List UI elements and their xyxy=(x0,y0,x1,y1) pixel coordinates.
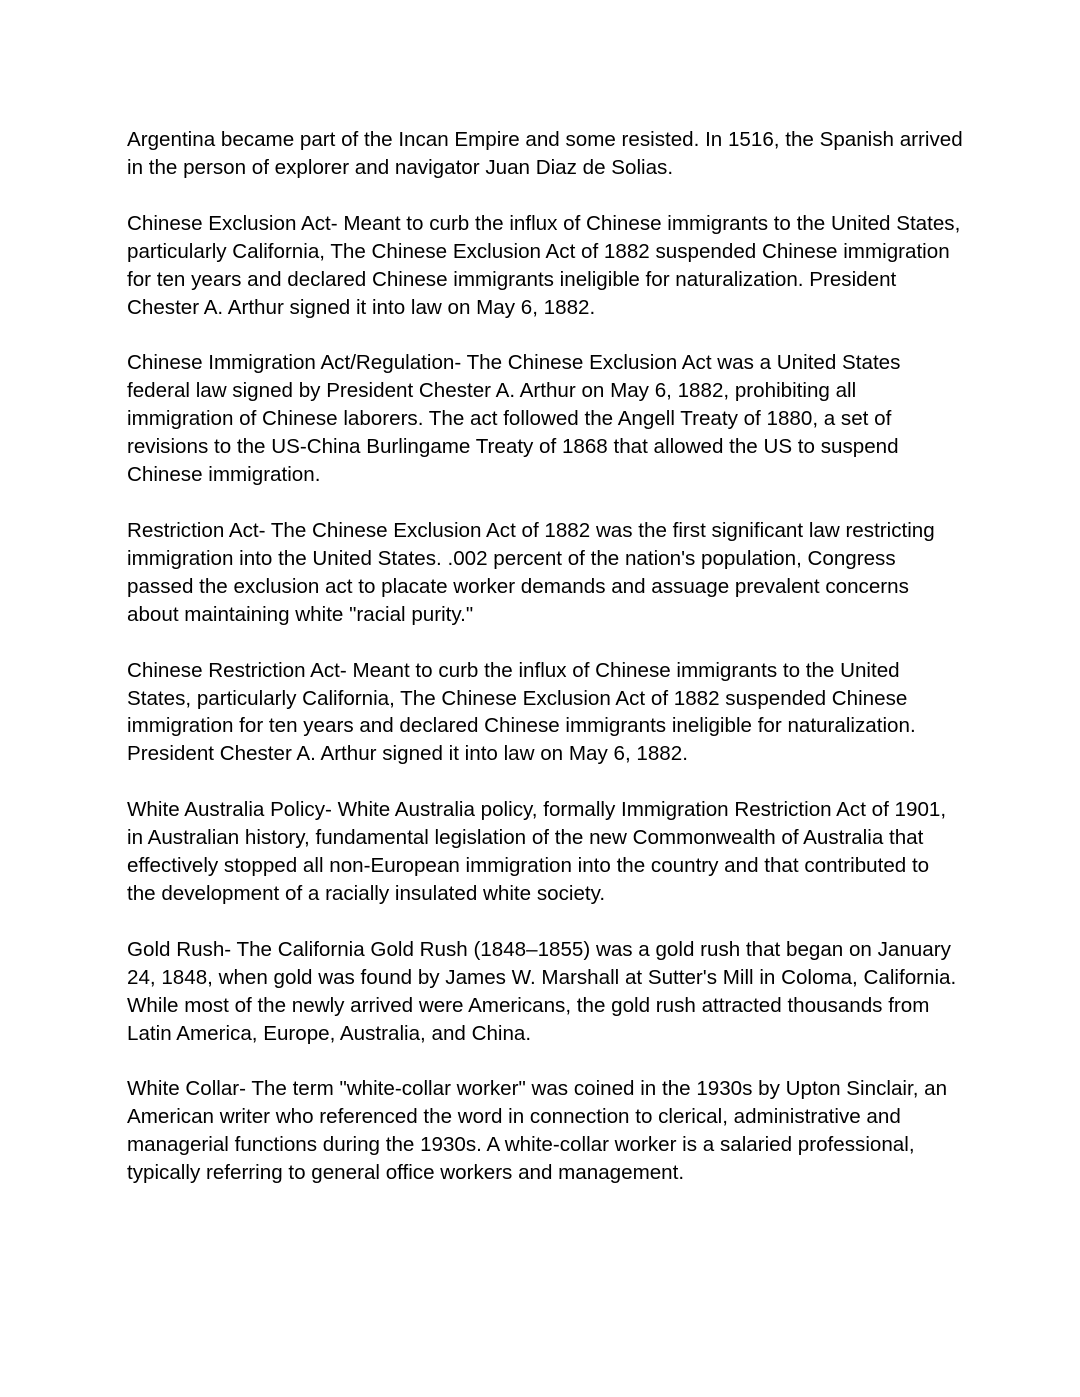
paragraph-restriction-act: Restriction Act- The Chinese Exclusion Act of 1882 was the first significant law restricting immigration into the United States. .002 percent of the nation's population, Congress passed the exclusion act to placate worker demands and assuage prevalent concerns about maintaining white "racial purity." xyxy=(127,518,935,626)
paragraph-white-australia-policy: White Australia Policy- White Australia policy, formally Immigration Restriction Act of 1901, in Australian history, fundamental legislation of the new Commonwealth of Australia that effectively stopped all non-European immigration into the country and that contributed to the development of a racially insulated white society. xyxy=(127,798,947,905)
paragraph-chinese-immigration-act: Chinese Immigration Act/Regulation- The Chinese Exclusion Act was a United States federal law signed by President Chester A. Arthur on May 6, 1882, prohibiting all immigration of Chinese laborers. The act followed the Angell Treaty of 1880, a set of revisions to the US-China Burlingame Treaty of 1868 that allowed the US to suspend Chinese immigration. xyxy=(127,351,901,487)
paragraph-white-collar: White Collar- The term "white-collar worker" was coined in the 1930s by Upton Sinclair, an American writer who referenced the word in connection to clerical, administrative and managerial functions during the 1930s. A white-collar worker is a salaried professional, typically referring to general office workers and management. xyxy=(127,1077,948,1185)
paragraph-chinese-exclusion-act: Chinese Exclusion Act- Meant to curb the influx of Chinese immigrants to the United States, particularly California, The Chinese Exclusion Act of 1882 suspended Chinese immigration for ten years and declared Chinese immigrants ineligible for naturalization. President Chester A. Arthur signed it into law on May 6, 1882. xyxy=(127,211,961,319)
document-page xyxy=(127,126,963,1215)
paragraph-argentina: Argentina became part of the Incan Empire and some resisted. In 1516, the Spanish arrived in the person of explorer and navigator Juan Diaz de Solias. xyxy=(127,128,963,179)
paragraph-chinese-restriction-act: Chinese Restriction Act- Meant to curb the influx of Chinese immigrants to the United States, particularly California, The Chinese Exclusion Act of 1882 suspended Chinese immigration for ten years and declared Chinese immigrants ineligible for naturalization. President Chester A. Arthur signed it into law on May 6, 1882. xyxy=(127,658,916,766)
paragraph-gold-rush: Gold Rush- The California Gold Rush (1848–1855) was a gold rush that began on January 24, 1848, when gold was found by James W. Marshall at Sutter's Mill in Coloma, California. While most of the newly arrived were Americans, the gold rush attracted thousands from Latin America, Europe, Australia, and China. xyxy=(127,937,957,1045)
